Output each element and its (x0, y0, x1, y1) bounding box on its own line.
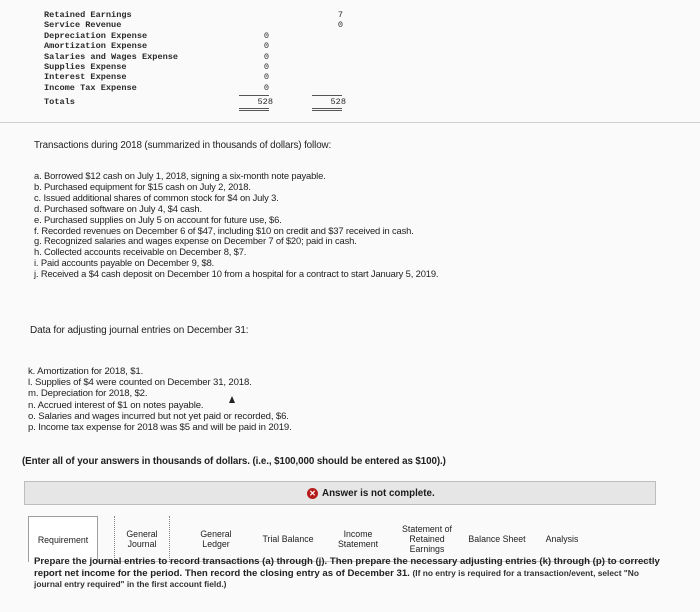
tb-label: Supplies Expense (44, 61, 127, 72)
adjustment-item: p. Income tax expense for 2018 was $5 and will be paid in 2019. (28, 422, 292, 434)
tab-label: Income Statement (337, 529, 379, 549)
tab-label: Statement of Retained Earnings (402, 524, 452, 554)
adjustment-item: n. Accrued interest of $1 on notes payable. (28, 399, 204, 411)
entry-instructions-note: (Enter all of your answers in thousands of dollars. (i.e., $100,000 should be entered as $100).) (22, 456, 446, 467)
transaction-item: d. Purchased software on July 4, $4 cash. (34, 202, 202, 214)
transaction-item: c. Issued additional shares of common stock for $4 on July 3. (34, 191, 279, 203)
tb-debit-value: 0 (263, 41, 269, 52)
tb-debit-value: 0 (263, 30, 269, 41)
mouse-cursor-icon (229, 396, 235, 403)
adjustment-item: o. Salaries and wages incurred but not yet paid or recorded, $6. (28, 410, 289, 422)
tb-label: Amortization Expense (44, 41, 148, 52)
instructions-hint: (If no entry is required for a transaction/event, select "No journal entry required" in the first account field.) (34, 567, 639, 589)
tb-label: Depreciation Expense (44, 30, 148, 41)
tb-credit-value: 0 (337, 20, 343, 31)
tb-debit-value: 0 (263, 72, 269, 83)
tab-label: Requirement (37, 534, 89, 545)
transactions-list (34, 171, 438, 280)
tab-label: General Journal (126, 529, 158, 549)
tb-row-interest (44, 72, 334, 82)
tb-row-totals (44, 95, 346, 109)
tb-row-amortization (44, 41, 334, 51)
adjustment-item: m. Depreciation for 2018, $2. (28, 388, 148, 400)
x-circle-icon: ✕ (307, 488, 318, 499)
answer-status-text: Answer is not complete. (322, 488, 435, 499)
section-divider (0, 122, 700, 123)
tab-label: Analysis (545, 534, 579, 544)
transaction-item: j. Received a $4 cash deposit on December 10 from a hospital for a contract to start January 5, 2019. (34, 268, 439, 280)
totals-double-rule-credit (312, 108, 342, 111)
instructions-main: Prepare the journal entries to record transactions (a) through (j). Then prepare the necessary adjusting entries (k) through (p) to correctly report net income for the period. Then record the closing entry as of December 31. (34, 556, 660, 579)
tb-totals-label: Totals (44, 97, 75, 108)
transaction-item: b. Purchased equipment for $15 cash on July 2, 2018. (34, 180, 251, 192)
tb-totals-credit: 528 (330, 97, 346, 108)
tb-row-supplies (44, 62, 334, 72)
adjustment-item: l. Supplies of $4 were counted on December 31, 2018. (28, 377, 252, 389)
adjusting-heading: Data for adjusting journal entries on December 31: (30, 325, 249, 336)
tb-label: Service Revenue (44, 20, 122, 31)
tb-label: Interest Expense (44, 72, 127, 83)
tb-row-retained-earnings (44, 10, 343, 20)
transaction-item: f. Recorded revenues on December 6 of $47, including $10 on credit and $37 received in cash. (34, 224, 414, 236)
answer-status-banner (24, 481, 656, 505)
tab-label: Balance Sheet (468, 534, 526, 544)
adjustments-list (28, 366, 292, 433)
adjustment-item: k. Amortization for 2018, $1. (28, 366, 144, 377)
tb-debit-value: 0 (263, 51, 269, 62)
transaction-item: a. Borrowed $12 cash on July 1, 2018, signing a six-month note payable. (34, 170, 326, 181)
tab-label: Trial Balance (262, 534, 314, 544)
transaction-item: h. Collected accounts receivable on December 8, $7. (34, 246, 247, 258)
answer-status (307, 488, 435, 499)
transaction-item: e. Purchased supplies on July 5 on account for future use, $6. (34, 213, 282, 225)
transaction-item: g. Recognized salaries and wages expense on December 7 of $20; paid in cash. (34, 235, 357, 247)
transaction-item: i. Paid accounts payable on December 9, $8. (34, 257, 215, 269)
tb-credit-value: 7 (337, 10, 343, 20)
tb-label: Salaries and Wages Expense (44, 51, 179, 62)
tb-row-service-revenue (44, 20, 343, 31)
totals-double-rule-debit (239, 108, 269, 111)
tb-debit-value: 0 (263, 61, 269, 72)
tb-row-depreciation (44, 31, 334, 41)
requirement-instructions (34, 556, 666, 591)
transactions-intro: Transactions during 2018 (summarized in thousands of dollars) follow: (34, 140, 332, 151)
tb-label: Income Tax Expense (44, 82, 137, 93)
tb-label: Retained Earnings (44, 10, 132, 20)
tb-row-salaries (44, 52, 334, 62)
tab-label: General Ledger (200, 529, 232, 549)
trial-balance-fragment (44, 10, 346, 109)
tb-row-income-tax (44, 83, 334, 93)
tb-debit-value: 0 (263, 82, 269, 93)
tb-totals-debit: 528 (257, 97, 273, 108)
